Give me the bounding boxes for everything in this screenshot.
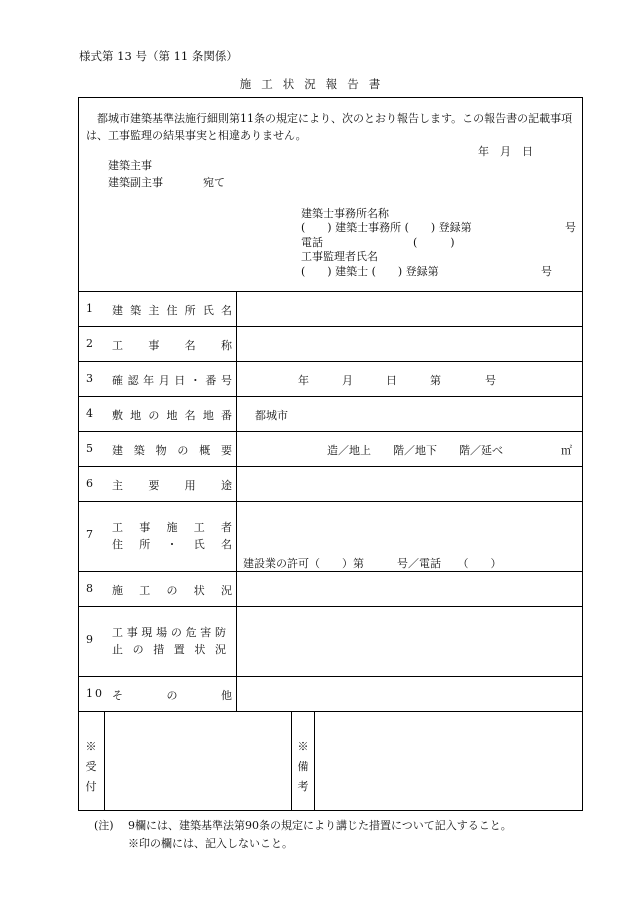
remarks-label: ※備考: [297, 740, 309, 793]
row-number: 9: [86, 633, 93, 646]
row-number: 2: [86, 337, 93, 350]
confirmation-date-number-field[interactable]: 年 月 日 第 号: [298, 374, 496, 387]
row-number: 5: [86, 442, 93, 455]
contractor-license-field[interactable]: 建設業の許可（ ）第 号／電話 （ ）: [243, 557, 502, 570]
row-number: 10: [86, 687, 104, 700]
row-divider: [78, 396, 583, 397]
row-divider: [78, 291, 583, 292]
remarks-inner-divider: [314, 711, 315, 811]
addressee-building-official: 建築主事: [108, 159, 152, 172]
row-divider: [78, 711, 583, 712]
row-hazard-prevention-label: [86, 624, 232, 660]
page-title: 施工状況報告書: [239, 77, 391, 91]
architect-office-name-label: 建築士事務所名称: [301, 207, 389, 220]
row-number: 4: [86, 407, 93, 420]
row-label-text: 主要用途: [112, 479, 232, 492]
note-line-2: ※印の欄には、記入しないこと。: [128, 837, 293, 850]
row-label-text: 工事名称: [112, 339, 232, 352]
form-id: 様式第 13 号（第 11 条関係）: [79, 49, 238, 63]
row-label-text: 建築物の概要: [112, 444, 232, 457]
row-label-line2: 住所・氏名: [112, 538, 232, 551]
architect-office-registration: ( ) 建築士事務所 ( ) 登録第: [301, 221, 472, 234]
addressee-deputy-official: 建築副主事: [108, 176, 163, 189]
supervisor-name-label: 工事監理者氏名: [301, 250, 378, 263]
architect-office-registration-suffix: 号: [565, 221, 576, 234]
site-city-field[interactable]: 都城市: [255, 409, 288, 422]
row-label-line1: 工事現場の危害防: [112, 626, 226, 639]
notes-prefix: (注): [94, 819, 114, 832]
row-number: 3: [86, 372, 93, 385]
row-label-text: その他: [112, 689, 232, 702]
row-divider: [78, 571, 583, 572]
row-divider: [78, 501, 583, 502]
row-number: 8: [86, 582, 93, 595]
row-label-text: 確認年月日・番号: [112, 374, 232, 387]
supervisor-registration-suffix: 号: [541, 265, 552, 278]
phone-area-code: ( ): [413, 236, 455, 249]
row-divider: [78, 466, 583, 467]
supervisor-registration: ( ) 建築士 ( ) 登録第: [301, 265, 439, 278]
row-label-line2: 止の措置状況: [112, 643, 226, 656]
floor-area-unit: ㎡: [561, 444, 572, 457]
row-label-text: 施工の状況: [112, 584, 232, 597]
row-number: 6: [86, 477, 93, 490]
row-divider: [78, 361, 583, 362]
row-divider: [78, 676, 583, 677]
remarks-left-divider: [291, 711, 292, 811]
row-label-line1: 工事施工者: [112, 521, 232, 534]
row-divider: [78, 431, 583, 432]
row-divider: [78, 326, 583, 327]
addressee-suffix: 宛て: [203, 176, 225, 189]
row-label-text: 敷地の地名地番: [112, 409, 232, 422]
row-contractor-label: [86, 519, 232, 555]
report-date[interactable]: 年 月 日: [478, 145, 533, 158]
building-summary-field[interactable]: 造／地上 階／地下 階／延べ: [327, 444, 503, 457]
note-line-1: 9欄には、建築基準法第90条の規定により講じた措置について記入すること。: [128, 819, 512, 832]
row-number: 1: [86, 302, 93, 315]
label-column-divider: [236, 291, 237, 711]
receipt-label: ※受付: [85, 740, 97, 793]
row-label-text: 建築主住所氏名: [112, 304, 232, 317]
receipt-divider: [104, 711, 105, 811]
row-divider: [78, 606, 583, 607]
phone-label: 電話: [301, 236, 323, 249]
intro-statement: 都城市建築基準法施行細則第11条の規定により、次のとおり報告します。この報告書の記載事項は、工事監理の結果事実と相違ありません。: [86, 112, 573, 142]
row-number: 7: [86, 528, 93, 541]
